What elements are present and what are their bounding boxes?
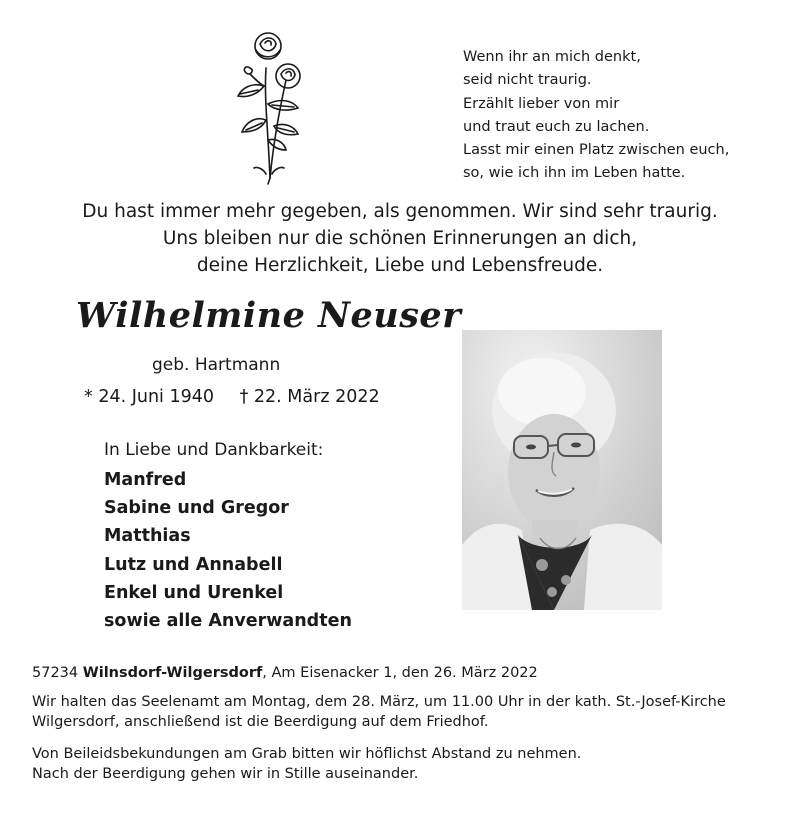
town: Wilnsdorf-Wilgersdorf [82,665,263,681]
postal-code: 57234 [32,665,79,681]
rose-icon [228,28,310,186]
portrait-photo [462,330,662,610]
poem-line: seid nicht traurig. [463,72,592,89]
condolence-line: Nach der Beerdigung gehen wir in Stille auseinander. [32,766,419,782]
poem-line: und traut euch zu lachen. [463,118,650,135]
family-list [104,466,352,635]
poem-line: so, wie ich ihn im Leben hatte. [463,165,686,182]
condolence-info [32,744,581,784]
condolence-line: Von Beileidsbekundungen am Grab bitten wir höflichst Abstand zu nehmen. [32,746,582,762]
quote-line: Uns bleiben nur die schönen Erinnerungen an dich, [162,228,638,249]
mass-line: Wir halten das Seelenamt am Montag, dem 28. März, um 11.00 Uhr in der kath. St.-Josef-Kirche [32,694,726,710]
family-member: Sabine und Gregor [104,498,289,519]
birth-name: geb. Hartmann [152,355,281,375]
death-date: † 22. März 2022 [239,387,380,407]
quote-line: deine Herzlichkeit, Liebe und Lebensfreude. [196,255,604,276]
deceased-name: Wilhelmine Neuser [76,295,462,336]
poem-line: Wenn ihr an mich denkt, [463,49,641,65]
poem [463,46,729,186]
memorial-quote [0,198,800,279]
family-intro: In Liebe und Dankbarkeit: [104,440,324,460]
mass-line: Wilgersdorf, anschließend ist die Beerdigung auf dem Friedhof. [32,714,489,730]
family-member: Matthias [104,526,191,547]
poem-line: Lasst mir einen Platz zwischen euch, [463,142,730,159]
family-member: Enkel und Urenkel [104,582,284,603]
birth-date: * 24. Juni 1940 [84,387,215,407]
family-member: Manfred [104,470,187,490]
address-rest: , Am Eisenacker 1, den 26. März 2022 [262,665,538,681]
quote-line: Du hast immer mehr gegeben, als genommen. Wir sind sehr traurig. [82,201,718,222]
address-line [32,663,538,683]
life-dates [84,387,380,407]
family-member: Lutz und Annabell [104,554,283,575]
poem-line: Erzählt lieber von mir [463,95,620,112]
family-member: sowie alle Anverwandten [104,611,352,632]
mass-info [32,692,726,732]
